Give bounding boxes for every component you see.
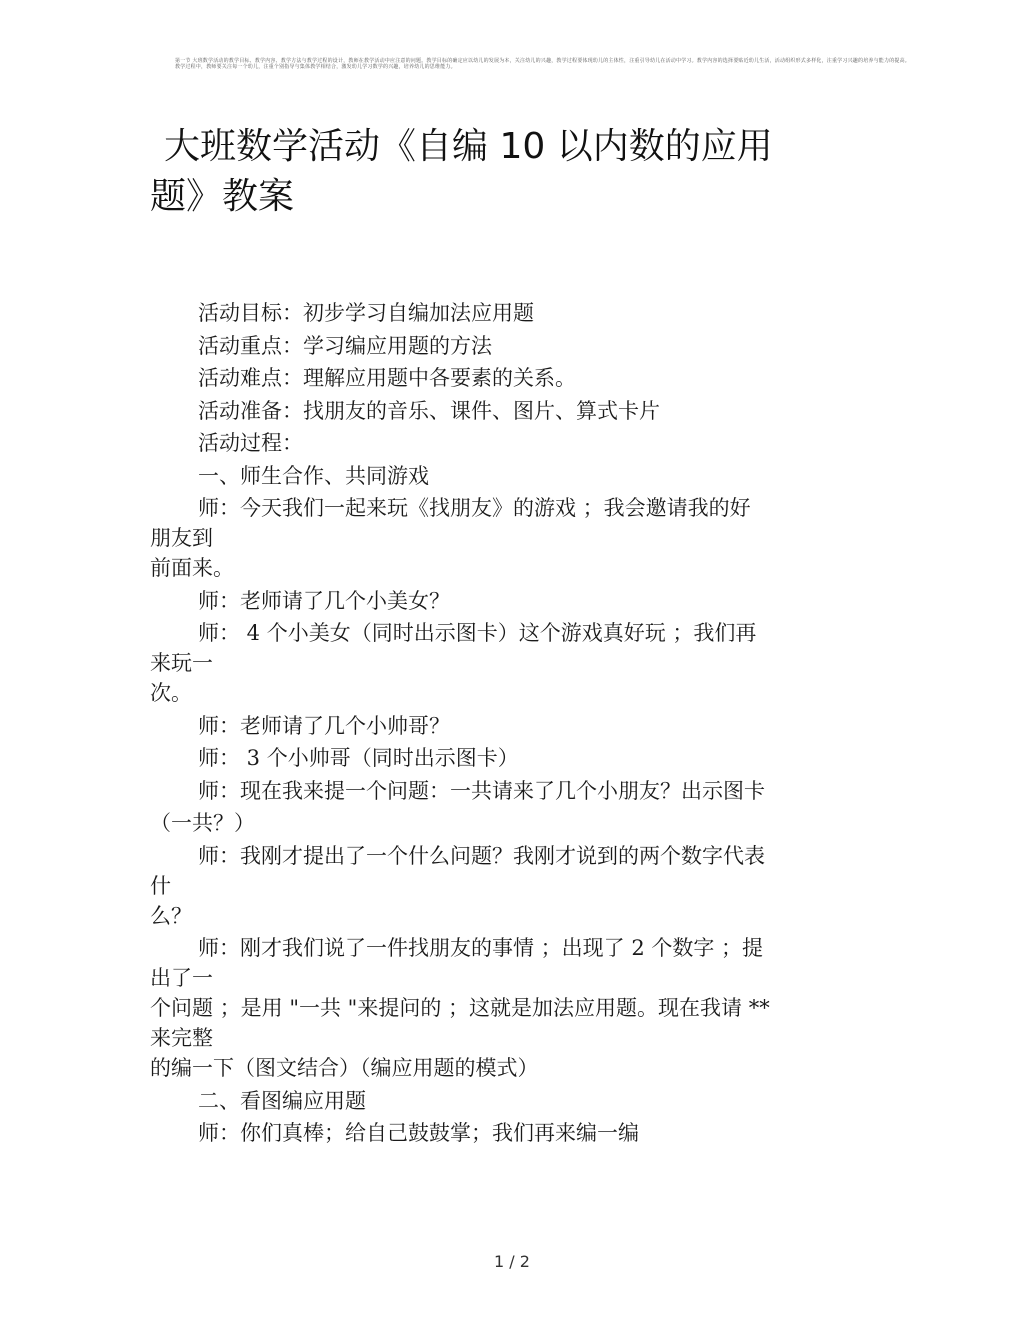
paragraph-line: 师：我刚才提出了一个什么问题？我刚才说到的两个数字代表 [198,843,765,868]
paragraph-line: 来玩一 [150,651,213,675]
paragraph-preparation: 活动准备：找朋友的音乐、课件、图片、算式卡片 [198,398,660,423]
paragraph-goal: 活动目标：初步学习自编加法应用题 [198,301,534,325]
paragraph-line: 师：老师请了几个小美女？ [198,588,450,613]
header-line-2: 教学过程中，教师要关注每一个幼儿，注重个别指导与集体教学相结合，激发幼儿学习数学的兴趣，培养幼儿的思维能力。 [175,64,456,70]
title-line-2: 题》教案 [150,176,295,217]
paragraph-difficulty: 活动难点：理解应用题中各要素的关系。 [198,366,576,390]
paragraph-line: 朋友到 [150,526,213,550]
paragraph-line: 出了一 [150,966,213,990]
header-fine-print [175,58,911,70]
paragraph-line: 师：老师请了几个小帅哥？ [198,713,450,738]
section-heading-1: 一、师生合作、共同游戏 [198,463,429,488]
paragraph-line: 次。 [150,681,192,705]
document-body [150,298,820,1151]
paragraph-line: （一共？） [150,811,255,835]
paragraph-line: 师：今天我们一起来玩《找朋友》的游戏 ；我会邀请我的好 [198,496,751,520]
page-number: 1 / 2 [494,1252,530,1271]
paragraph-line: 的编一下（图文结合）（编应用题的模式） [150,1056,539,1080]
title-line-1: 大班数学活动《自编 10 以内数的应用 [164,126,773,167]
paragraph-line: 师：刚才我们说了一件找朋友的事情 ；出现了 2 个数字 ；提 [198,936,764,960]
paragraph-line: 师： 4 个小美女（同时出示图卡）这个游戏真好玩 ；我们再 [198,621,757,645]
paragraph-key-point: 活动重点：学习编应用题的方法 [198,333,492,358]
paragraph-line: 师：现在我来提一个问题：一共请来了几个小朋友？出示图卡 [198,778,765,803]
paragraph-process: 活动过程： [198,431,303,455]
paragraph-line: 前面来。 [150,556,234,580]
paragraph-line: 来完整 [150,1026,213,1050]
header-line-1: 第一节 大班数学活动的教学目标、教学内容、教学方法与教学过程的设计，教师在教学活动中应注意的问题。教学目标的确定应以幼儿的发展为本，关注幼儿的兴趣，教学过程要体现幼儿的主体性，注重引导幼儿在活动中学习。教学内容的选择要贴近幼儿生活，活动组织形式多样化，注重学习兴趣的培养与能力的提高。 [175,58,911,64]
paragraph-line: 个问题 ；是用 "一共 "来提问的 ；这就是加法应用题。现在我请 ** [150,996,770,1020]
paragraph-line: 么？ [150,903,192,928]
page-title [150,122,830,222]
paragraph-line: 师：你们真棒；给自己鼓鼓掌；我们再来编一编 [198,1121,639,1145]
section-heading-2: 二、看图编应用题 [198,1088,366,1113]
paragraph-line: 师： 3 个小帅哥（同时出示图卡） [198,746,519,770]
paragraph-line: 什 [150,873,171,898]
